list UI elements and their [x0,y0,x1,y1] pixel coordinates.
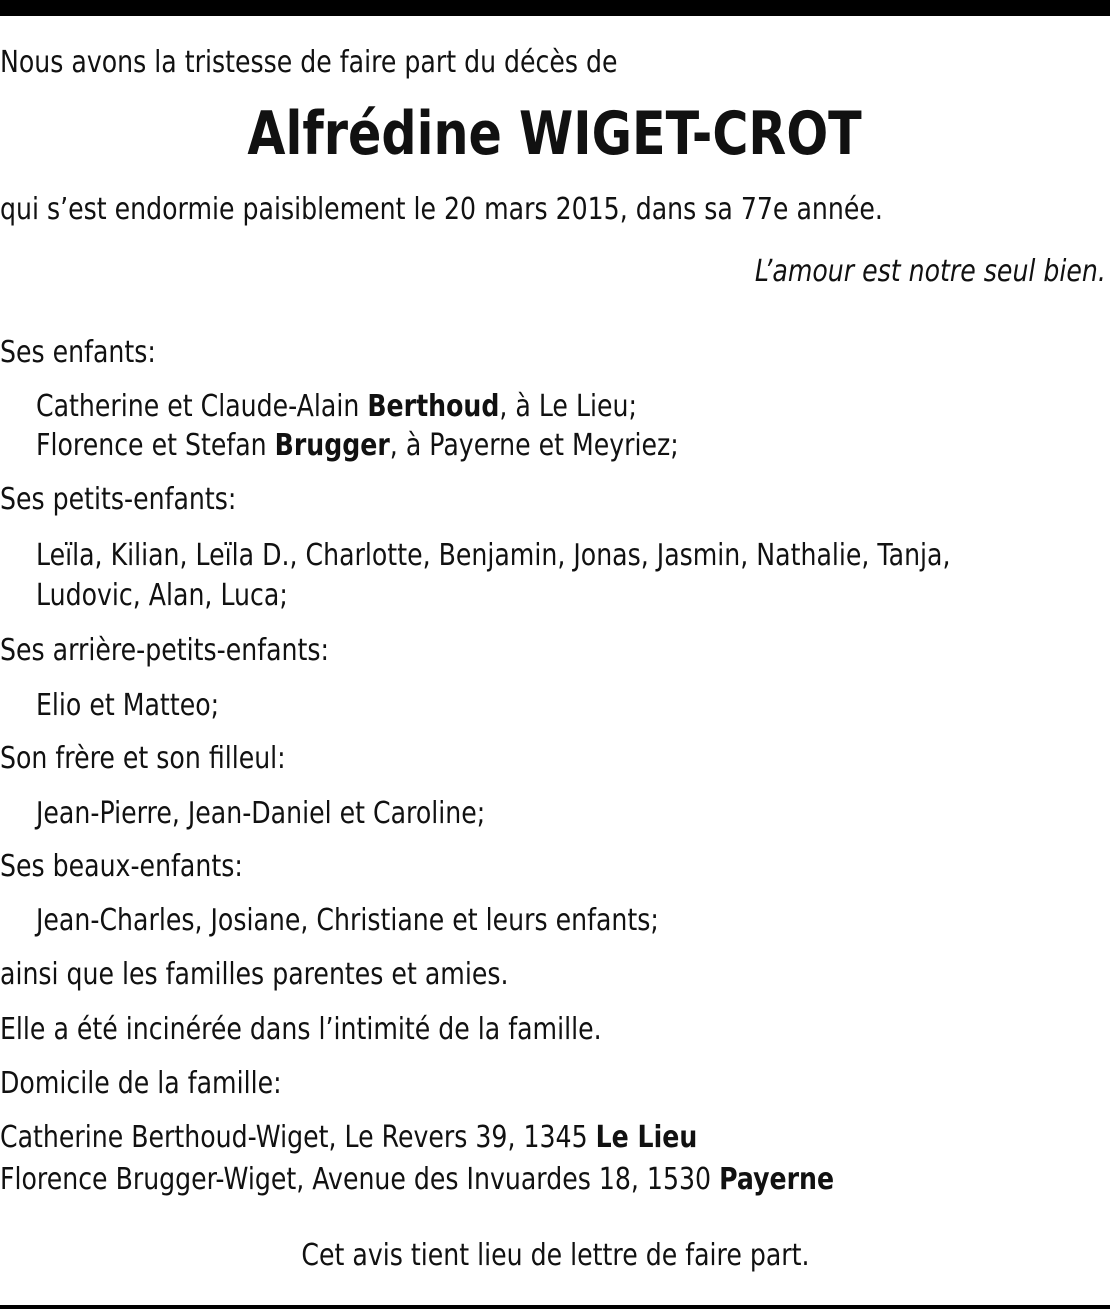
domicile-heading: Domicile de la famille: [0,1066,282,1101]
children-heading: Ses enfants: [0,335,156,370]
motto-quote: L’amour est notre seul bien. [754,254,1106,289]
death-announcement: qui s’est endormie paisiblement le 20 mars 2015, dans sa 77e année. [0,192,883,227]
bottom-rule [0,1305,1110,1309]
great-grandchildren-line: Elio et Matteo; [36,688,220,723]
domicile-address: Catherine Berthoud-Wiget, Le Revers 39, 1345 Le Lieu [0,1120,698,1155]
grandchildren-heading: Ses petits-enfants: [0,482,237,517]
brother-line: Jean-Pierre, Jean-Daniel et Caroline; [36,796,486,831]
deceased-name [0,98,1110,170]
brother-heading: Son frère et son filleul: [0,741,286,776]
stepchildren-heading: Ses beaux-enfants: [0,849,243,884]
families-text: ainsi que les familles parentes et amies. [0,957,509,992]
grandchildren-line: Ludovic, Alan, Luca; [36,578,288,613]
children-line: Florence et Stefan Brugger, à Payerne et Meyriez; [36,428,679,463]
cremation-text: Elle a été incinérée dans l’intimité de la famille. [0,1012,602,1047]
footer-note-text: Cet avis tient lieu de lettre de faire part. [300,1238,810,1273]
footer-note [0,1238,1110,1274]
top-rule [0,0,1110,16]
intro-text: Nous avons la tristesse de faire part du décès de [0,45,618,80]
children-line: Catherine et Claude-Alain Berthoud, à Le Lieu; [36,389,637,424]
deceased-name-text: Alfrédine WIGET-CROT [247,99,863,169]
grandchildren-line: Leïla, Kilian, Leïla D., Charlotte, Benjamin, Jonas, Jasmin, Nathalie, Tanja, [36,538,951,573]
stepchildren-line: Jean-Charles, Josiane, Christiane et leurs enfants; [36,903,659,938]
domicile-address: Florence Brugger-Wiget, Avenue des Invuardes 18, 1530 Payerne [0,1162,835,1197]
great-grandchildren-heading: Ses arrière-petits-enfants: [0,633,330,668]
